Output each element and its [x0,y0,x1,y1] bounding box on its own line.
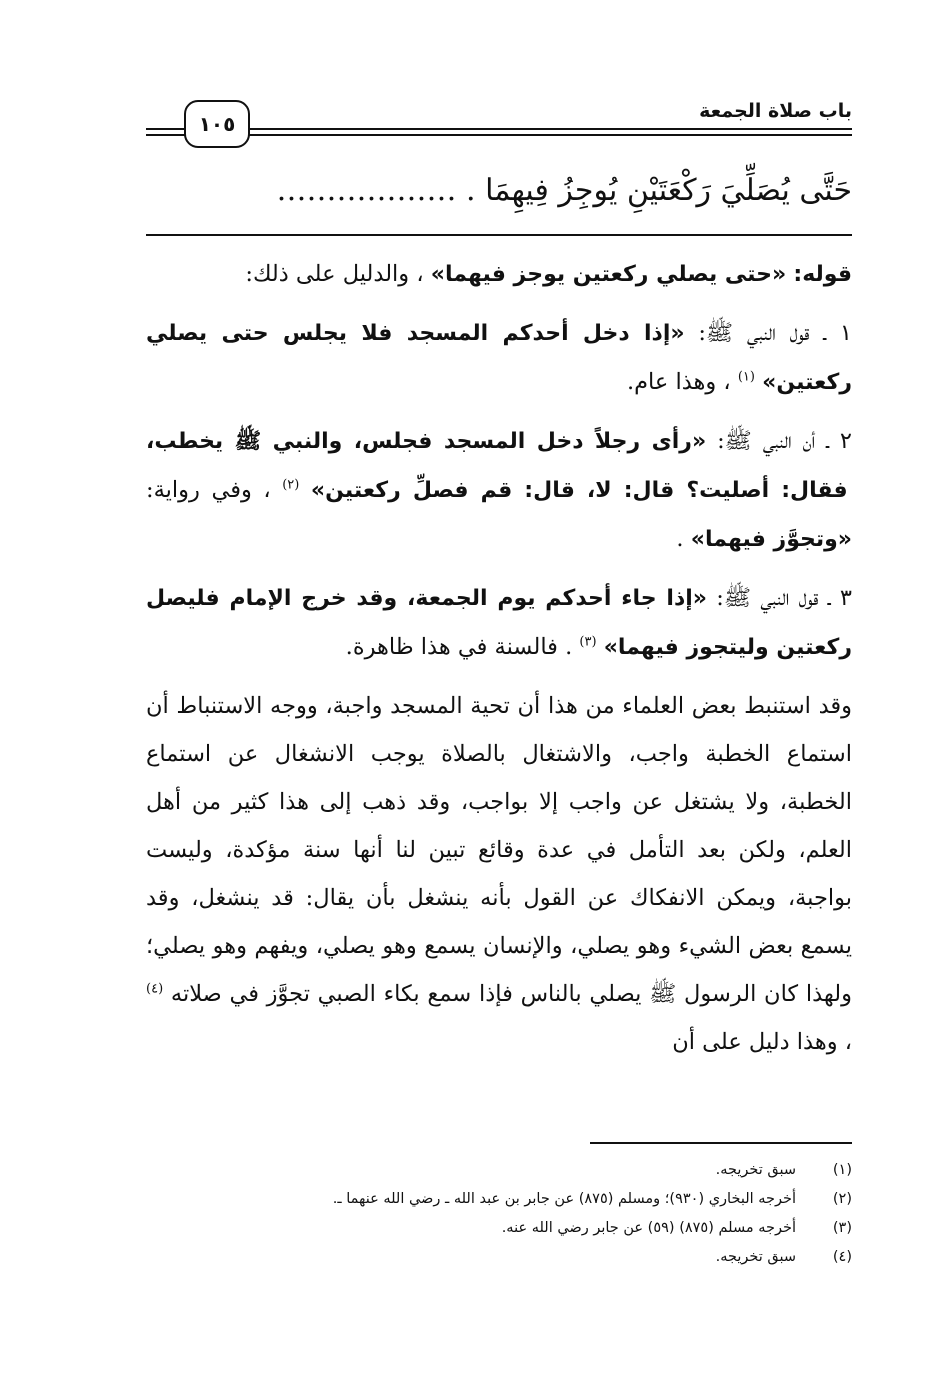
page-header [146,96,852,158]
paragraph-2-intro: ١ ـ قول النبي ﷺ: [684,320,852,346]
footnote-number: (٢) [832,1191,852,1207]
footnotes [146,1156,852,1272]
qawluh-label: قوله: [793,262,852,287]
paragraph-3-text: ، وفي رواية: [146,477,271,503]
matn-divider [146,234,852,236]
paragraph-5-text: وقد استنبط بعض العلماء من هذا أن تحية المسجد واجبة، ووجه الاستنباط أن استماع الخطبة واجب، والاشتغال بالصلاة يوجب الانشغال عن استماع الخطبة، ولا يشتغل عن واجب إلا بواجب، وقد ذهب إلى هذا كثير من أهل العلم، ولكن بعد التأمل في عدة وقائع تبين لنا أنها سنة مؤكدة، وليست بواجبة، ويمكن الانفكاك عن القول بأنه ينشغل بأن يقال: قد ينشغل، وقد يسمع بعض الشيء وهو يصلي، والإنسان يسمع وهو يصلي، ويفهم وهو يصلي؛ ولهذا كان الرسول ﷺ يصلي بالناس فإذا سمع بكاء الصبي تجوَّز في صلاته [146,693,853,1007]
paragraph-2 [146,309,852,407]
paragraph-5 [146,682,852,1066]
paragraph-2-text: ، وهذا عام. [626,369,731,395]
footnote-text: أخرجه مسلم (٨٧٥) (٥٩) عن جابر رضي الله عنه. [501,1220,796,1236]
footnote-item [146,1185,852,1214]
matn-text: حَتَّى يُصَلِّيَ رَكْعَتَيْنِ يُوجِزُ فِيهِمَا . ……………… [276,173,852,208]
hadith-1: «إذا دخل أحدكم المسجد فلا يجلس حتى يصلي ركعتين» [146,321,852,395]
footnote-text: سبق تخريجه. [715,1249,796,1265]
footnote-item [146,1156,852,1185]
paragraph-1 [146,250,852,299]
hadith-2-variant: «وتجوَّز فيهما» [690,527,852,552]
chapter-title: باب صلاة الجمعة [699,100,852,122]
footnote-text: سبق تخريجه. [715,1162,796,1178]
footnote-number: (٣) [832,1220,852,1236]
paragraph-4 [146,574,852,672]
footnote-number: (١) [832,1162,852,1178]
paragraph-5-continuation: ، وهذا دليل على أن [672,1029,852,1055]
footnote-ref-1: (١) [737,369,755,385]
hadith-2: «رأى رجلاً دخل المسجد فجلس، والنبي ﷺ يخطب، فقال: أصليت؟ قال: لا، قال: قم فصلِّ ركعتين» [146,429,848,503]
footnote-divider [590,1142,852,1144]
page-number: ١٠٥ [184,100,250,148]
footnote-ref-3: (٣) [579,634,597,650]
footnote-item [146,1243,852,1272]
footnote-ref-4: (٤) [146,981,164,997]
footnote-number: (٤) [832,1249,852,1265]
paragraph-3 [146,417,852,564]
quoted-matn: «حتى يصلي ركعتين يوجز فيهما» [430,262,787,287]
footnote-text: أخرجه البخاري (٩٣٠)؛ ومسلم (٨٧٥) عن جابر بن عبد الله ـ رضي الله عنهما ـ. [332,1191,796,1207]
paragraph-3-intro: ٢ ـ أن النبي ﷺ: [706,428,852,454]
footnote-item [146,1214,852,1243]
paragraph-4-text: . فالسنة في هذا ظاهرة. [345,634,573,660]
hadith-3: «إذا جاء أحدكم يوم الجمعة، وقد خرج الإمام فليصل ركعتين وليتجوز فيهما» [146,586,852,660]
header-rule-top [146,128,852,130]
footnote-ref-2: (٢) [282,477,300,493]
paragraph-3-end: . [676,526,684,552]
commentary-body [146,250,852,1076]
header-rule-bottom [146,134,852,136]
paragraph-1-text: ، والدليل على ذلك: [245,261,424,287]
paragraph-4-intro: ٣ ـ قول النبي ﷺ: [707,585,852,611]
